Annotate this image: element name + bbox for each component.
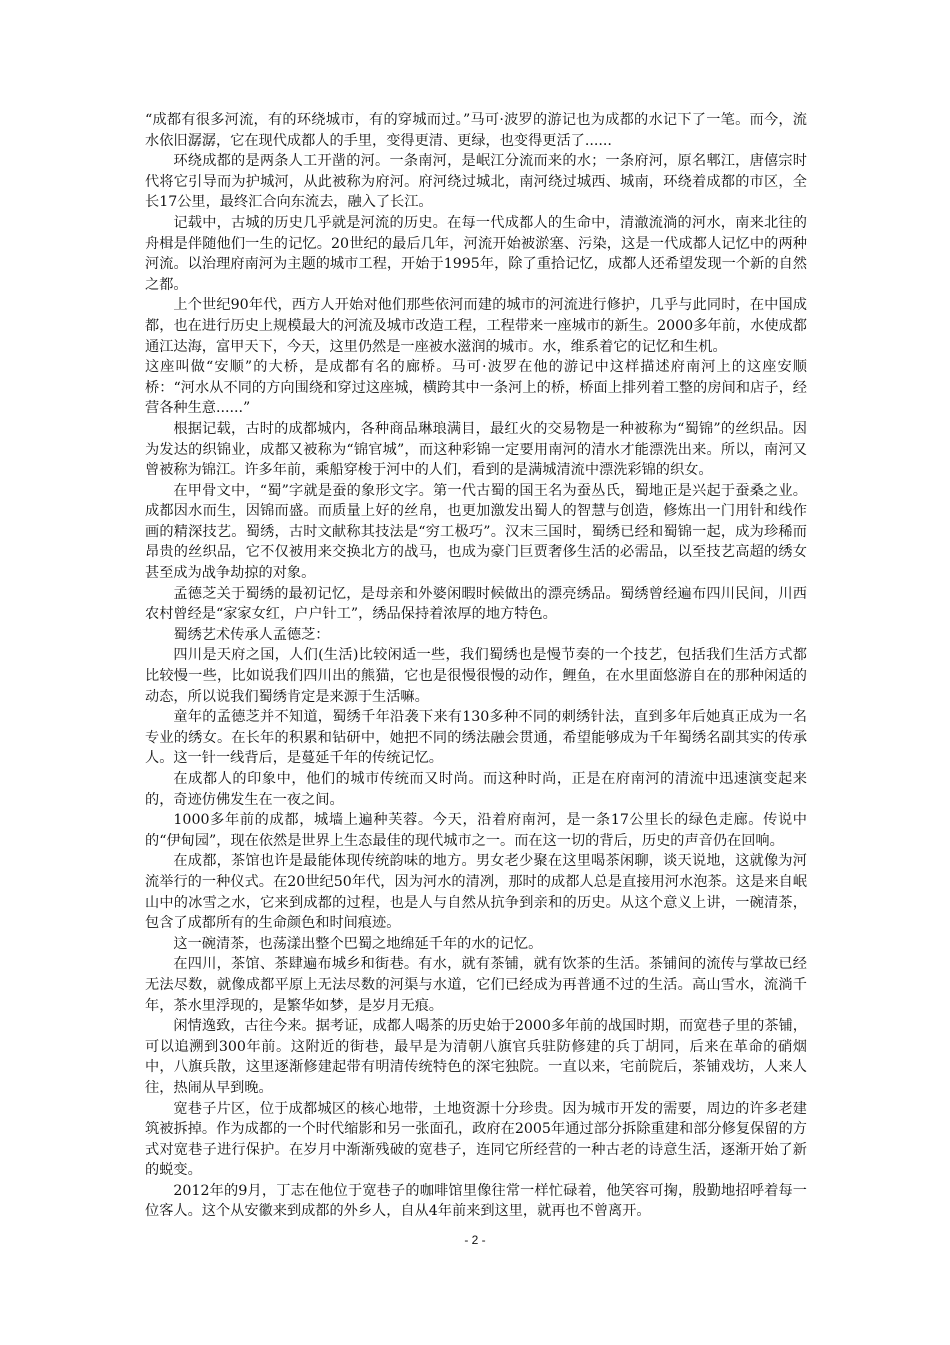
document-body [145, 110, 807, 1222]
paragraph: 1000多年前的成都，城墙上遍种芙蓉。今天，沿着府南河，是一条17公里长的绿色走廊。传说中的“伊甸园”，现在依然是世界上生态最佳的现代城市之一。而在这一切的背后，历史的声音仍在回响。 [145, 812, 807, 849]
paragraph: 这座叫做“安顺”的大桥，是成都有名的廊桥。马可·波罗在他的游记中这样描述府南河上的这座安顺桥：“河水从不同的方向围绕和穿过这座城，横跨其中一条河上的桥，桥面上排列着工整的房间和店子，经营各种生意......” [145, 359, 807, 417]
paragraph: 在成都，茶馆也许是最能体现传统韵味的地方。男女老少聚在这里喝茶闲聊，谈天说地，这就像为河流举行的一种仪式。在20世纪50年代，因为河水的清冽，那时的成都人总是直接用河水泡茶。这是来自岷山中的冰雪之水，它来到成都的过程，也是人与自然从抗争到亲和的历史。从这个意义上讲，一碗清茶，包含了成都所有的生命颜色和时间痕迹。 [145, 853, 807, 932]
paragraph: 宽巷子片区，位于成都城区的核心地带，土地资源十分珍贵。因为城市开发的需要，周边的许多老建筑被拆掉。作为成都的一个时代缩影和另一张面孔，政府在2005年通过部分拆除重建和部分修复保留的方式对宽巷子进行保护。在岁月中渐渐残破的宽巷子，连同它所经营的一种古老的诗意生活，逐渐开始了新的蜕变。 [145, 1100, 807, 1179]
paragraph: 在四川，茶馆、茶肆遍布城乡和街巷。有水，就有茶铺，就有饮茶的生活。茶铺间的流传与掌故已经无法尽数，就像成都平原上无法尽数的河渠与水道，它们已经成为再普通不过的生活。高山雪水，流淌千年，茶水里浮现的，是繁华如梦，是岁月无痕。 [145, 956, 807, 1014]
paragraph: 在成都人的印象中，他们的城市传统而又时尚。而这种时尚，正是在府南河的清流中迅速演变起来的，奇迹仿佛发生在一夜之间。 [145, 771, 807, 808]
paragraph: 这一碗清茶，也荡漾出整个巴蜀之地绵延千年的水的记忆。 [173, 935, 543, 952]
paragraph: 在甲骨文中，“蜀”字就是蚕的象形文字。第一代古蜀的国王名为蚕丛氏，蜀地正是兴起于蚕桑之业。成都因水而生，因锦而盛。而质量上好的丝帛，也更加激发出蜀人的智慧与创造，修炼出一门用针和线作画的精深技艺。蜀绣，古时文献称其技法是“穷工极巧”。汉末三国时，蜀绣已经和蜀锦一起，成为珍稀而昂贵的丝织品，它不仅被用来交换北方的战马，也成为豪门巨贾奢侈生活的必需品，以至技艺高超的绣女甚至成为战争劫掠的对象。 [145, 482, 807, 582]
paragraph: 童年的孟德芝并不知道，蜀绣千年沿袭下来有130多种不同的刺绣针法，直到多年后她真正成为一名专业的绣女。在长年的积累和钻研中，她把不同的绣法融会贯通，希望能够成为千年蜀绣名副其实的传承人。这一针一线背后，是蔓延千年的传统记忆。 [145, 709, 807, 767]
paragraph: 闲情逸致，古往今来。据考证，成都人喝茶的历史始于2000多年前的战国时期，而宽巷子里的茶铺，可以追溯到300年前。这附近的街巷，最早是为清朝八旗官兵驻防修建的兵丁胡同，后来在革命的硝烟中，八旗兵散，这里逐渐修建起带有明清传统特色的深宅独院。一直以来，宅前院后，茶铺戏坊，人来人往，热闹从早到晚。 [145, 1018, 807, 1096]
quote-paragraph: 四川是天府之国，人们(生活)比较闲适一些，我们蜀绣也是慢节奏的一个技艺，包括我们生活方式都比较慢一些，比如说我们四川出的熊猫，它也是很慢很慢的动作，鲤鱼，在水里面悠游自在的那种闲适的动态，所以说我们蜀绣肯定是来源于生活嘛。 [145, 647, 807, 705]
paragraph: “成都有很多河流，有的环绕城市，有的穿城而过。”马可·波罗的游记也为成都的水记下了一笔。而今，流水依旧潺潺，它在现代成都人的手里，变得更清、更绿，也变得更活了...... [145, 112, 807, 149]
paragraph: 2012年的9月，丁志在他位于宽巷子的咖啡馆里像往常一样忙碌着，他笑容可掬，殷勤地招呼着每一位客人。这个从安徽来到成都的外乡人，自从4年前来到这里，就再也不曾离开。 [145, 1182, 807, 1220]
speaker-label: 蜀绣艺术传承人孟德芝： [173, 626, 330, 643]
paragraph: 根据记载，古时的成都城内，各种商品琳琅满目，最红火的交易物是一种被称为“蜀锦”的丝织品。因为发达的织锦业，成都又被称为“锦官城”，而这种彩锦一定要用南河的清水才能漂洗出来。所以，南河又曾被称为锦江。许多年前，乘船穿梭于河中的人们，看到的是满城清流中漂洗彩锦的织女。 [145, 420, 807, 479]
page-number: - 2 - [464, 1233, 486, 1247]
paragraph: 环绕成都的是两条人工开凿的河。一条南河，是岷江分流而来的水；一条府河，原名郫江，唐僖宗时代将它引导而为护城河，从此被称为府河。府河绕过城北，南河绕过城西、城南，环绕着成都的市区，全长17公里，最终汇合向东流去，融入了长江。 [145, 153, 807, 211]
paragraph: 记载中，古城的历史几乎就是河流的历史。在每一代成都人的生命中，清澈流淌的河水，南来北往的舟楫是伴随他们一生的记忆。20世纪的最后几年，河流开始被淤塞、污染，这是一代成都人记忆中的两种河流。以治理府南河为主题的城市工程，开始于1995年，除了重拾记忆，成都人还希望发现一个新的自然之都。 [145, 214, 807, 293]
paragraph: 孟德芝关于蜀绣的最初记忆，是母亲和外婆闲暇时候做出的漂亮绣品。蜀绣曾经遍布四川民间，川西农村曾经是“家家女红，户户针工”，绣品保持着浓厚的地方特色。 [145, 585, 807, 623]
paragraph: 上个世纪90年代，西方人开始对他们那些依河而建的城市的河流进行修护，几乎与此同时，在中国成都，也在进行历史上规模最大的河流及城市改造工程，工程带来一座城市的新生。2000多年前，水使成都通江达海，富甲天下，今天，这里仍然是一座被水滋润的城市。水，维系着它的记忆和生机。 [145, 297, 807, 355]
